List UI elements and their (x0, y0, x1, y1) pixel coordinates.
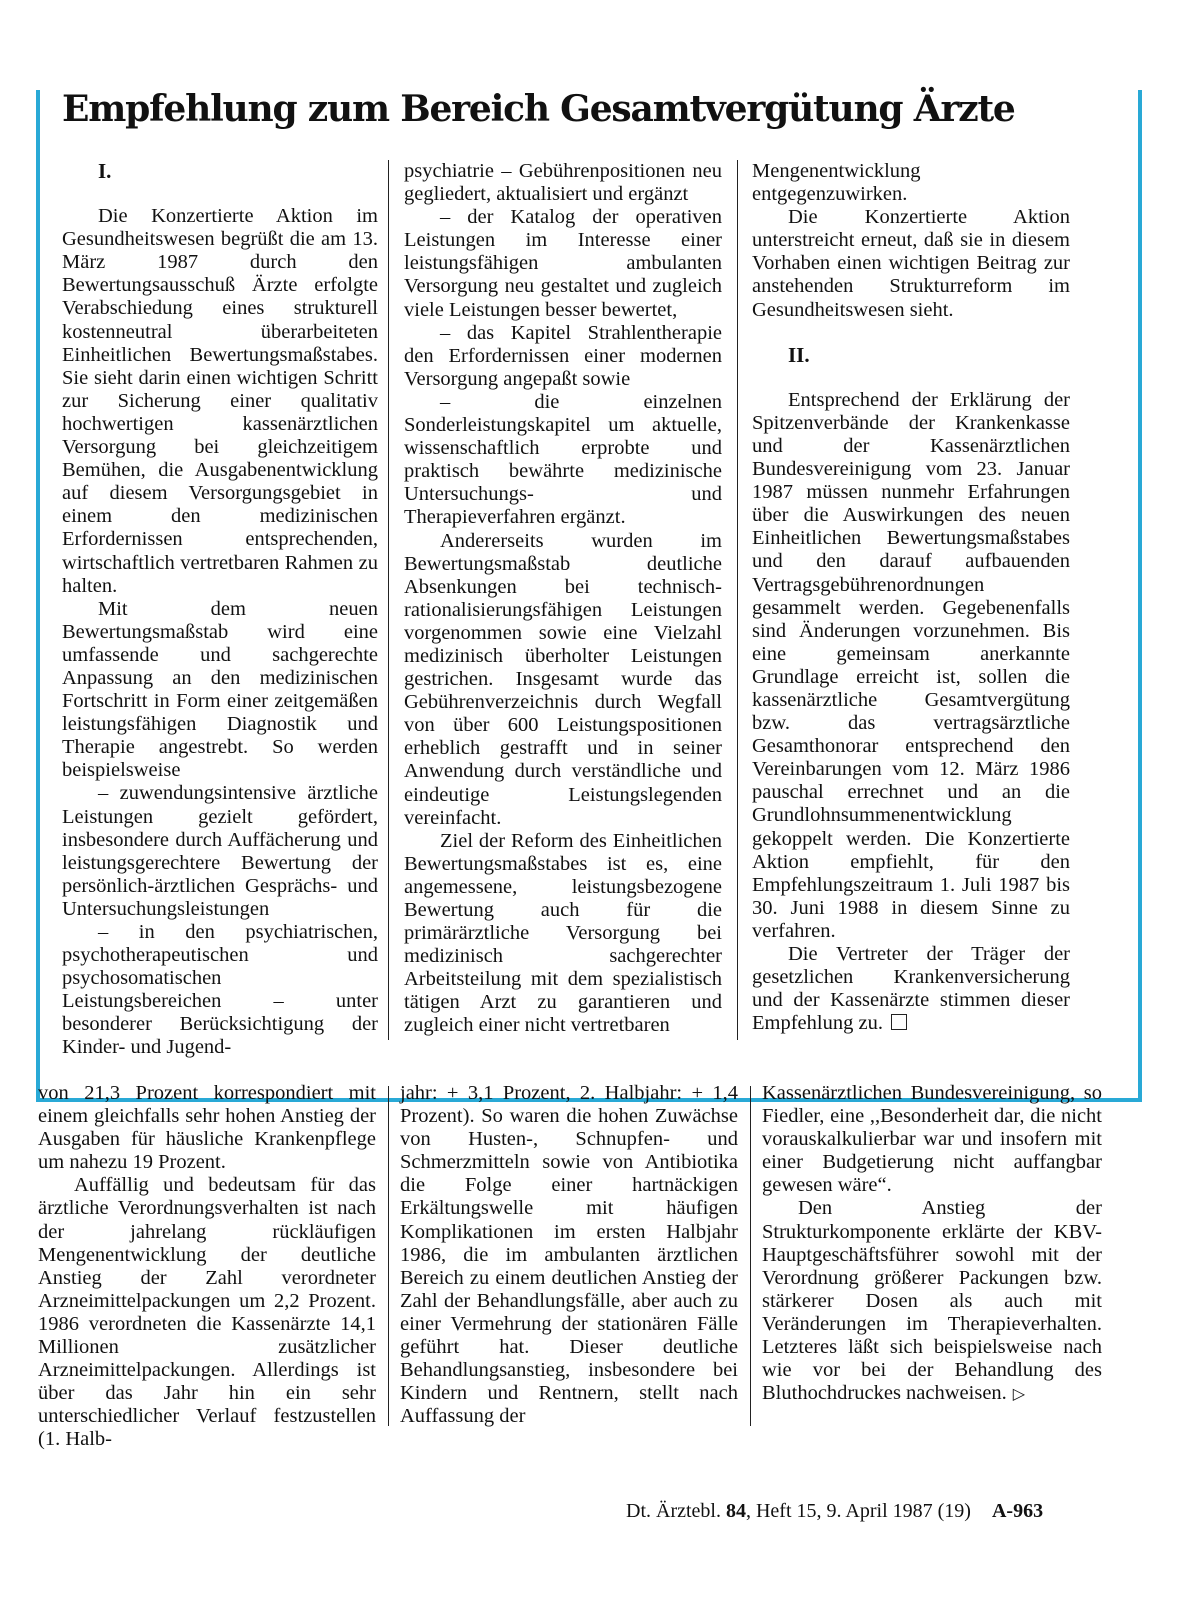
column-rule (750, 1086, 751, 1426)
paragraph: jahr: + 3,1 Prozent, 2. Halbjahr: + 1,4 Prozent). So waren die hohen Zuwächse von Husten-, Schnupfen- und Schmerzmitteln sowie von Antibiotika die Folge einer hartnäckigen Erkältungswelle mit häufigen Komplikationen im ersten Halbjahr 1986, die im ambulanten ärztlichen Bereich zu einem deutlichen Anstieg der Zahl der Behandlungsfälle, aber auch zu einer Vermehrung der stationären Fälle geführt hat. Dieser deutliche Behandlungsanstieg, insbesondere bei Kindern und Rentnern, stellt nach Auffassung der (400, 1082, 738, 1428)
column-rule (388, 1086, 389, 1426)
paragraph: Mengenentwicklung entgegenzuwirken. (752, 160, 921, 206)
section-heading-2: II. (788, 342, 810, 367)
page-number: A-963 (991, 1500, 1044, 1522)
paragraph: Kassenärztlichen Bundesvereinigung, so Fiedler, eine ,,Besonderheit dar, die nicht vorauskalkulierbar war und insofern mit einer Budgetierung nicht auffangbar gewesen wäre“. (762, 1082, 1102, 1197)
article-title: Empfehlung zum Bereich Gesamtvergütung Ärzte (62, 88, 1015, 130)
continue-triangle-icon: ▷ (1012, 1386, 1026, 1404)
paragraph (762, 1197, 1102, 1406)
paragraph: Andererseits wurden im Bewertungsmaßstab deutliche Absenkungen bei technisch-rationalisierungsfähigen Leistungen vorgenommen sowie eine Vielzahl medizinisch überholter Leistungen gestrichen. Insgesamt wurde das Gebührenverzeichnis durch Wegfall von über 600 Leistungspositionen erheblich gestrafft und in seiner Anwendung durch verständliche und eindeutige Leistungslegenden vereinfacht. (404, 529, 722, 829)
paragraph: Auffällig und bedeutsam für das ärztliche Verordnungsverhalten ist nach der jahrelang rückläufigen Mengenentwicklung der deutliche Anstieg der Zahl verordneter Arzneimittelpackungen um 2,2 Prozent. 1986 verordneten die Kassenärzte 14,1 Millionen zusätzlicher Arzneimittelpackungen. Allerdings ist über das Jahr hin ein sehr unterschiedlicher Verlauf festzustellen (1. Halb- (38, 1174, 376, 1451)
box-column-1 (62, 160, 378, 1060)
journal-volume: 84 (725, 1500, 746, 1522)
body-column-3 (762, 1082, 1102, 1406)
paragraph: – zuwendungsintensive ärztliche Leistungen gezielt gefördert, insbesondere durch Auffächerung und leistungsgerechtere Bewertung der persönlich-ärztlichen Gesprächs- und Untersuchungsleistungen (62, 782, 378, 920)
paragraph: – in den psychiatrischen, psychotherapeutischen und psychosomatischen Leistungsbereichen – unter besonderer Berücksichtigung der Kinder- und Jugend- (62, 921, 378, 1059)
body-column-1 (38, 1082, 376, 1452)
box-column-3 (752, 160, 1070, 1035)
page-footer (626, 1500, 1043, 1523)
paragraph: – der Katalog der operativen Leistungen im Interesse einer leistungsfähigen ambulanten Versorgung neu gestaltet und zugleich viele Leistungen besser bewertet, (404, 206, 722, 321)
column-rule (737, 160, 738, 1040)
paragraph: Die Konzertierte Aktion unterstreicht erneut, daß sie in diesem Vorhaben einen wichtigen Beitrag zur anstehenden Strukturreform im Gesundheitswesen sieht. (752, 206, 1070, 321)
paragraph: Die Konzertierte Aktion im Gesundheitswesen begrüßt die am 13. März 1987 durch den Bewertungsausschuß Ärzte erfolgte Verabschiedung eines strukturell kostenneutral überarbeiteten Einheitlichen Bewertungsmaßstabes. Sie sieht darin einen wichtigen Schritt zur Sicherung einer qualitativ hochwertigen kassenärztlichen Versorgung bei gleichzeitigem Bemühen, die Ausgabenentwicklung auf diesem Versorgungsgebiet in einem den medizinischen Erfordernissen entsprechenden, wirtschaftlich vertretbaren Rahmen zu halten. (62, 205, 378, 597)
journal-name: Dt. Ärztebl. (626, 1500, 721, 1522)
section-heading-1: I. (98, 159, 112, 183)
box-column-2 (404, 160, 722, 1038)
paragraph-text: Den Anstieg der Strukturkomponente erklärte der KBV-Hauptgeschäftsführer sowohl mit der Verordnung größerer Packungen bzw. stärkerer Dosen als auch mit Veränderungen im Therapieverhalten. Letzteres läßt sich beispielsweise nach wie vor bei der Behandlung des Bluthochdruckes nachweisen. (762, 1197, 1102, 1405)
paragraph: Mit dem neuen Bewertungsmaßstab wird eine umfassende und sachgerechte Anpassung an den medizinischen Fortschritt in Form einer zeitgemäßen leistungsfähigen Diagnostik und Therapie angestrebt. So werden beispielsweise (62, 597, 378, 782)
end-square-icon (891, 1014, 907, 1030)
paragraph: – das Kapitel Strahlentherapie den Erfordernissen einer modernen Versorgung angepaßt sowie (404, 321, 722, 390)
paragraph: Entsprechend der Erklärung der Spitzenverbände der Krankenkasse und der Kassenärztlichen Bundesvereinigung vom 23. Januar 1987 müssen nunmehr Erfahrungen über die Auswirkungen des neuen Einheitlichen Bewertungsmaßstabes und den darauf aufbauenden Vertragsgebührenordnungen gesammelt werden. Gegebenenfalls sind Änderungen vorzunehmen. Bis eine gemeinsam anerkannte Grundlage erreicht ist, sollen die kassenärztliche Gesamtvergütung bzw. das vertragsärztliche Gesamthonorar entsprechend den Vereinbarungen vom 12. März 1986 pauschal errechnet und an die Grundlohnsummenentwicklung gekoppelt werden. Die Konzertierte Aktion empfiehlt, für den Empfehlungszeitraum 1. Juli 1987 bis 30. Juni 1988 in diesem Sinne zu verfahren. (752, 388, 1070, 942)
body-column-2 (400, 1082, 738, 1428)
paragraph (752, 943, 1070, 1035)
issue-info: , Heft 15, 9. April 1987 (19) (745, 1500, 971, 1522)
paragraph: Ziel der Reform des Einheitlichen Bewertungsmaßstabes ist es, eine angemessene, leistungsbezogene Bewertung auch für die primärärztliche Versorgung bei medizinisch sachgerechter Arbeitsteilung mit dem spezialistisch tätigen Arzt zu garantieren und zugleich einer nicht vertretbaren (404, 829, 722, 1037)
paragraph: von 21,3 Prozent korrespondiert mit einem gleichfalls sehr hohen Anstieg der Ausgaben für häusliche Krankenpflege um nahezu 19 Prozent. (38, 1082, 376, 1174)
paragraph: psychiatrie – Gebührenpositionen neu gegliedert, aktualisiert und ergänzt (404, 160, 722, 206)
paragraph: – die einzelnen Sonderleistungskapitel um aktuelle, wissenschaftlich erprobte und praktisch bewährte medizinische Untersuchungs- und Therapieverfahren ergänzt. (404, 390, 722, 529)
paragraph-text: Die Vertreter der Träger der gesetzlichen Krankenversicherung und der Kassenärzte stimmen dieser Empfehlung zu. (752, 943, 1070, 1035)
column-rule (388, 160, 389, 1040)
